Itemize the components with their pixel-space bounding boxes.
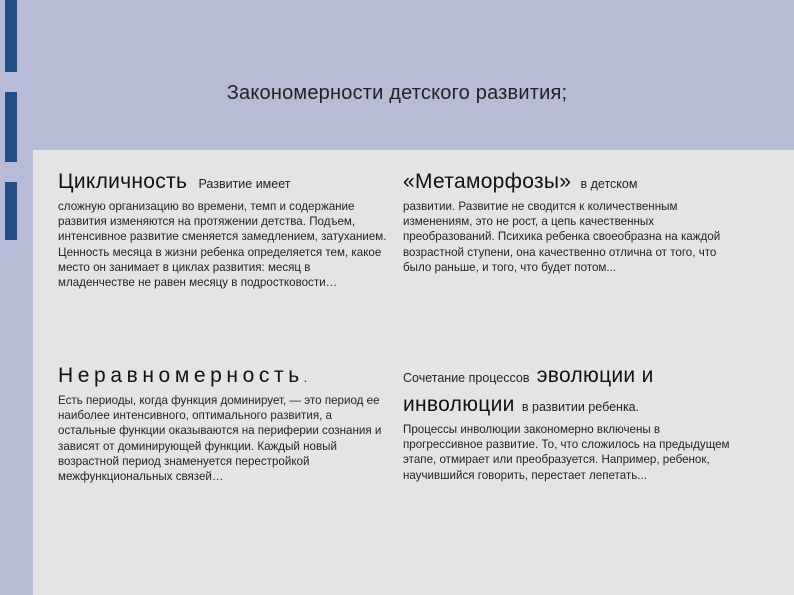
metamorphoses-lead: в детском bbox=[580, 177, 638, 191]
evolution-lead: Сочетание процессов bbox=[403, 371, 530, 385]
metamorphoses-heading-line bbox=[403, 170, 743, 197]
cyclicity-lead: Развитие имеет bbox=[198, 177, 291, 191]
evolution-lead-2: в развитии ребенка. bbox=[521, 400, 640, 414]
unevenness-block bbox=[58, 364, 390, 484]
metamorphoses-block bbox=[403, 170, 743, 275]
cyclicity-heading: Цикличность bbox=[58, 170, 188, 193]
slide-title: Закономерности детского развития; bbox=[226, 82, 568, 104]
unevenness-heading: Неравномерность bbox=[58, 364, 304, 387]
unevenness-lead: . bbox=[303, 371, 308, 385]
accent-bar-3 bbox=[5, 182, 17, 240]
metamorphoses-heading: «Метаморфозы» bbox=[403, 170, 572, 193]
evolution-word: эволюции и bbox=[536, 364, 654, 387]
accent-bar-1 bbox=[5, 0, 17, 72]
cyclicity-heading-line bbox=[58, 170, 390, 197]
evolution-block bbox=[403, 364, 743, 483]
involution-word: инволюции bbox=[403, 393, 515, 416]
evolution-text: Процессы инволюции закономерно включены в прогрессивное развитие. То, что сложилось на предыдущем этапе, отмирает или преобразуется. Например, ребенок, научившийся говорить, перестает лепетать... bbox=[403, 423, 730, 482]
metamorphoses-text: развитии. Развитие не сводится к количественным изменениям, это не рост, а цепь качественных преобразований. Психика ребенка своеобразна на каждой возрастной ступени, она качественно отлична от того, что было раньше, и того, что будет потом... bbox=[403, 200, 721, 274]
cyclicity-block bbox=[58, 170, 390, 290]
cyclicity-text: сложную организацию во времени, темп и содержание развития изменяются на протяжении детства. Подъем, интенсивное развитие сменяется замедлением, затуханием. Ценность месяца в жизни ребенка определяется тем, какое место он занимает в циклах развития: месяц в младенчестве не равен месяцу в подростковости… bbox=[58, 200, 387, 290]
unevenness-heading-line bbox=[58, 364, 390, 391]
evolution-heading-line-2 bbox=[403, 393, 743, 420]
unevenness-text: Есть периоды, когда функция доминирует, — это период ее наиболее интенсивного, оптимального развития, а остальные функции оказываются на периферии сознания и зависят от доминирующей функции. Каждый новый возрастной период знаменуется перестройкой межфункциональных связей… bbox=[58, 394, 382, 484]
evolution-heading-line-1 bbox=[403, 364, 743, 391]
